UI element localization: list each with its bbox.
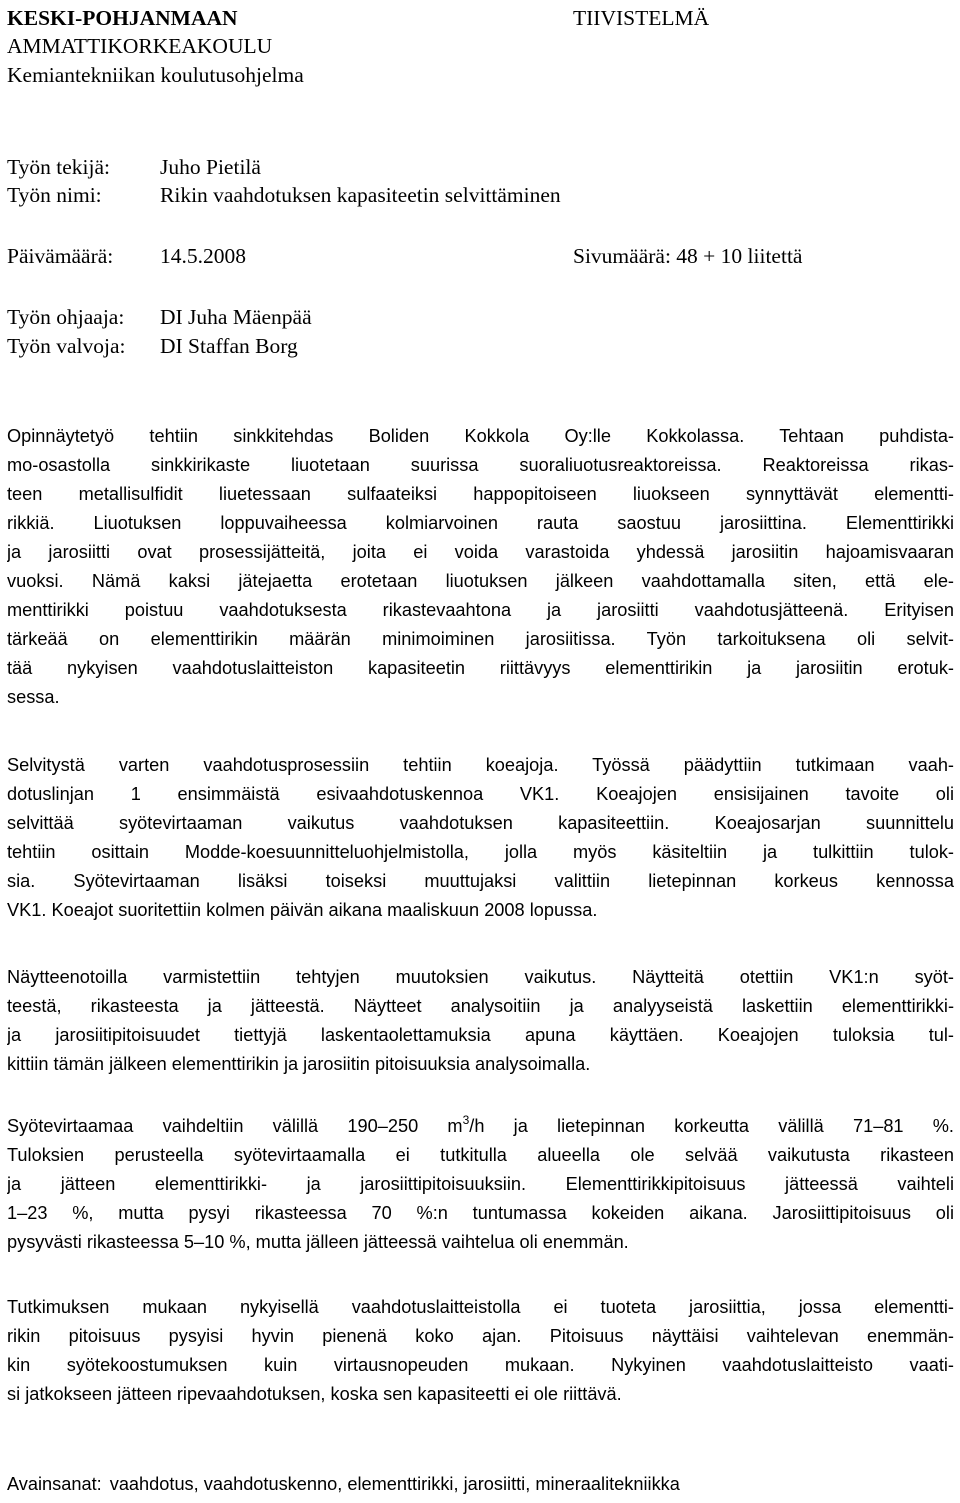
keywords-line bbox=[7, 1470, 954, 1499]
paragraph-line: Näytteenotoilla varmistettiin tehtyjen muutoksien vaikutus. Näytteitä otettiin VK1:n syöt- bbox=[7, 967, 954, 987]
overseer-value: DI Staffan Borg bbox=[160, 334, 298, 358]
paragraph-line: selvittää syötevirtaaman vaikutus vaahdotuksen kapasiteettiin. Koeajosarjan suunnittelu bbox=[7, 813, 954, 833]
paragraph-line: tehtiin osittain Modde-koesuunnitteluohjelmistolla, jolla myös käsiteltiin ja tulkittiin tulok- bbox=[7, 842, 954, 862]
title-label: Työn nimi: bbox=[7, 183, 102, 207]
flow-range-text: Syötevirtaamaa vaihdeltiin välillä 190–250 m bbox=[7, 1116, 463, 1136]
paragraph-line: teestä, rikasteesta ja jätteestä. Näytteet analysoitiin ja analyyseistä laskettiin elementtirikki- bbox=[7, 996, 954, 1016]
flow-range-unit-text: /h ja lietepinnan korkeutta välillä 71–81 %. bbox=[469, 1116, 954, 1136]
paragraph-line: sia. Syötevirtaaman lisäksi toiseksi muuttujaksi valittiin lietepinnan korkeus kennossa bbox=[7, 871, 954, 891]
supervisor-value: DI Juha Mäenpää bbox=[160, 305, 312, 329]
paragraph-line: ja jarosiitti ovat prosessijätteitä, joita ei voida varastoida yhdessä jarosiitin hajoamisvaaran bbox=[7, 542, 954, 562]
school-name-line2: AMMATTIKORKEAKOULU bbox=[7, 34, 273, 58]
paragraph-line: teen metallisulfidit liuetessaan sulfaateiksi happopitoiseen liuokseen synnyttävät elementti- bbox=[7, 484, 954, 504]
paragraph-line: vuoksi. Nämä kaksi jätejaetta erotetaan liuotuksen jälkeen vaahdottamalla siten, että ele- bbox=[7, 571, 954, 591]
keywords-value: vaahdotus, vaahdotuskenno, elementtirikki, jarosiitti, mineraalitekniikka bbox=[109, 1474, 680, 1494]
program-name: Kemiantekniikan koulutusohjelma bbox=[7, 63, 304, 87]
paragraph-line-with-superscript bbox=[7, 1112, 954, 1141]
date-label: Päivämäärä: bbox=[7, 244, 114, 268]
superscript-3: 3 bbox=[462, 1113, 470, 1127]
paragraph-line: Tuloksien perusteella syötevirtaamalla ei tutkitulla alueella ole selvää vaikutusta rikasteen bbox=[7, 1145, 954, 1165]
paragraph-line: rikin pitoisuus pysyisi hyvin pienenä koko ajan. Pitoisuus näyttäisi vaihtelevan enemmän- bbox=[7, 1326, 954, 1346]
paragraph-line: Tutkimuksen mukaan nykyisellä vaahdotuslaitteistolla ei tuoteta jarosiittia, jossa elementti- bbox=[7, 1297, 954, 1317]
document-type: TIIVISTELMÄ bbox=[573, 6, 710, 30]
paragraph-line: kittiin tämän jälkeen elementtirikin ja jarosiitin pitoisuuksia analysoimalla. bbox=[7, 1054, 591, 1074]
supervisor-label: Työn ohjaaja: bbox=[7, 305, 125, 329]
paragraph-line: Opinnäytetyö tehtiin sinkkitehdas Boliden Kokkola Oy:lle Kokkolassa. Tehtaan puhdista- bbox=[7, 426, 954, 446]
overseer-label: Työn valvoja: bbox=[7, 334, 126, 358]
paragraph-line: tää nykyisen vaahdotuslaitteiston kapasiteetin riittävyys elementtirikin ja jarosiitin erotuk- bbox=[7, 658, 954, 678]
paragraph-line: 1–23 %, mutta pysyi rikasteessa 70 %:n tuntumassa kokeiden aikana. Jarosiittipitoisuus oli bbox=[7, 1203, 954, 1223]
title-value: Rikin vaahdotuksen kapasiteetin selvittäminen bbox=[160, 183, 561, 207]
keywords-label: Avainsanat: bbox=[7, 1474, 102, 1494]
paragraph-line: kin syötekoostumuksen kuin virtausnopeuden mukaan. Nykyinen vaahdotuslaitteisto vaati- bbox=[7, 1355, 954, 1375]
paragraph-line: pysyvästi rikasteessa 5–10 %, mutta jälleen jätteessä vaihtelua oli enemmän. bbox=[7, 1232, 629, 1252]
paragraph-line: ja jarosiitipitoisuudet tiettyjä laskentaolettamuksia apuna käyttäen. Koeajojen tuloksia tul- bbox=[7, 1025, 954, 1045]
paragraph-line: VK1. Koeajot suoritettiin kolmen päivän aikana maaliskuun 2008 lopussa. bbox=[7, 900, 598, 920]
paragraph-line: menttirikki poistuu vaahdotuksesta rikastevaahtona ja jarosiitti vaahdotusjätteenä. Erityisen bbox=[7, 600, 954, 620]
date-value: 14.5.2008 bbox=[160, 244, 246, 268]
paragraph-line: mo-osastolla sinkkirikaste liuotetaan suurissa suoraliuotusreaktoreissa. Reaktoreissa rikas- bbox=[7, 455, 954, 475]
paragraph-line: si jatkokseen jätteen ripevaahdotuksen, koska sen kapasiteetti ei ole riittävä. bbox=[7, 1384, 622, 1404]
author-label: Työn tekijä: bbox=[7, 155, 110, 179]
paragraph-line: ja jätteen elementtirikki- ja jarosiittipitoisuuksiin. Elementtirikkipitoisuus jätteessä vaihteli bbox=[7, 1174, 954, 1194]
paragraph-line: rikkiä. Liuotuksen loppuvaiheessa kolmiarvoinen rauta saostuu jarosiittina. Elementtirikki bbox=[7, 513, 954, 533]
school-name-line1: KESKI-POHJANMAAN bbox=[7, 6, 238, 30]
paragraph-line: sessa. bbox=[7, 687, 60, 707]
author-value: Juho Pietilä bbox=[160, 155, 261, 179]
paragraph-line: dotuslinjan 1 ensimmäistä esivaahdotuskennoa VK1. Koeajojen ensisijainen tavoite oli bbox=[7, 784, 954, 804]
page-count: Sivumäärä: 48 + 10 liitettä bbox=[573, 244, 803, 268]
paragraph-line: Selvitystä varten vaahdotusprosessiin tehtiin koeajoja. Työssä päädyttiin tutkimaan vaah- bbox=[7, 755, 954, 775]
paragraph-line: tärkeää on elementtirikin määrän minimoiminen jarosiitissa. Työn tarkoituksena oli selvit- bbox=[7, 629, 954, 649]
